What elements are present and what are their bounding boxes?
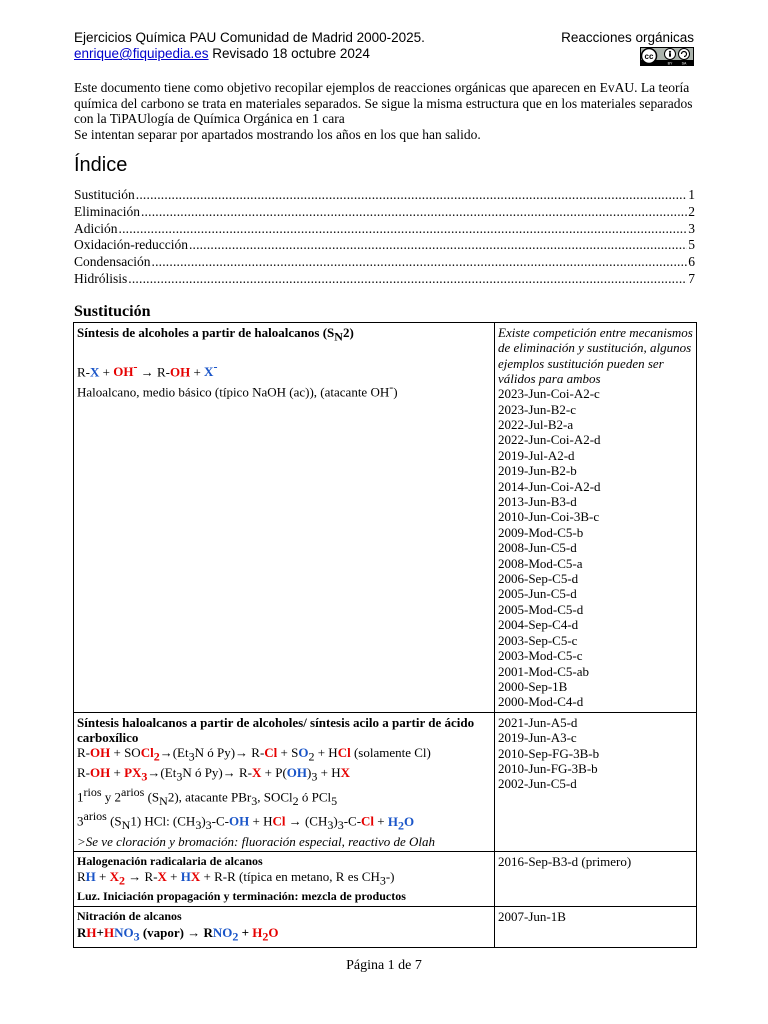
reaction-equation: RH + $X_2 \to R-X$ + HX + R-R (típica en metano, R es $CH_3-$) [77,869,395,888]
toc-item-label: Oxidación-reducción [74,237,188,253]
toc-item-label: Condensación [74,254,151,270]
reaction-heading: Síntesis de alcoholes a partir de haloalcanos $(S_N2)$ [77,325,354,344]
toc-item[interactable] [74,254,695,271]
exam-reference: 2022-Jun-Coi-A2-d [498,432,601,448]
exam-references-cell [495,851,697,906]
reaction-equation: R-X + OH- → R-OH + X- [77,359,218,380]
exam-reference: 2008-Mod-C5-a [498,555,583,571]
exam-reference: 2016-Sep-B3-d (primero) [498,853,632,869]
document-title: Ejercicios Química PAU Comunidad de Madrid 2000-2025. [74,30,425,45]
toc-item-page: 3 [688,220,695,236]
svg-text:cc: cc [644,52,654,61]
toc-leader [119,221,688,237]
exam-reference: 2010-Jun-FG-3B-b [498,760,598,776]
toc-item-label: Hidrólisis [74,270,128,286]
toc-leader [152,254,688,270]
exam-reference-list [498,386,693,710]
exam-reference: 2010-Jun-Coi-3B-c [498,509,600,525]
toc-item-label: Eliminación [74,203,140,219]
toc-item-page: 2 [688,203,695,219]
exam-reference: 2019-Jun-B2-b [498,463,577,479]
toc-item-page: 1 [688,187,695,202]
header-meta [74,46,425,62]
reaction-note: $1^{rios}$ y $2^{arios}$ $(S_N2)$, atacante PBr$_3$, SOCl$_2$ ó PCl$_5$ [77,785,338,809]
document-topic: Reacciones orgánicas [561,30,694,45]
reaction-equation: $R-OH + SOCl_2\to(Et_3N$ ó $Py)\to R-Cl + SO_2$ + HCl (solamente Cl) [77,745,431,764]
exam-reference: 2003-Sep-C5-c [498,632,578,648]
exam-reference: 2006-Sep-C5-d [498,571,579,587]
reaction-note: Haloalcano, medio básico (típico NaOH (ac)), (atacante OH-) [77,379,398,399]
toc-leader [141,204,687,220]
intro-paragraph: Este documento tiene como objetivo recopilar ejemplos de reacciones orgánicas que aparecen en EvAU. La teoría química del carbono se trata en materiales separados. Se sigue la misma estructura que en los materiales separados con la TiPAUlogía de Química Orgánica en 1 cara [74,80,693,126]
document-header [74,30,425,62]
exam-reference: 2002-Jun-C5-d [498,776,577,792]
exam-reference: 2000-Mod-C4-d [498,694,584,710]
exam-reference: 2009-Mod-C5-b [498,524,584,540]
reaction-cell [74,712,495,851]
toc-item[interactable] [74,237,695,254]
exam-reference: 2019-Jun-A3-c [498,730,577,746]
exam-reference: 2005-Mod-C5-d [498,601,584,617]
toc-item[interactable] [74,204,695,221]
header-topic-block [561,30,694,70]
svg-text:BY: BY [667,61,673,66]
exam-reference: 2014-Jun-Coi-A2-d [498,478,601,494]
exam-reference: 2013-Jun-B3-d [498,494,577,510]
toc-item-label: Sustitución [74,187,135,202]
revision-date: Revisado 18 octubre 2024 [208,46,370,61]
reaction-cell [74,323,495,713]
exam-references-cell [495,712,697,851]
cc-by-sa-license-icon [640,47,694,66]
table-row [74,851,697,906]
exam-reference: 2019-Jul-A2-d [498,447,575,463]
reaction-note: Luz. Iniciación propagación y terminación: mezcla de productos [77,889,406,904]
toc-item-label: Adición [74,220,118,236]
exam-references-cell [495,907,697,947]
exam-reference: 2000-Sep-1B [498,678,568,694]
exam-reference: 2008-Jun-C5-d [498,540,577,556]
intro-paragraph: Se intentan separar por apartados mostrando los años en los que han salido. [74,126,481,142]
exam-reference: 2023-Jun-B2-c [498,401,576,417]
toc-leader [189,237,687,253]
table-row [74,712,697,851]
toc-item-page: 5 [688,237,695,253]
reaction-equation: $3^{arios}$ $(S_N1)$ HCl: $(CH_3)_3-C-OH$ + HCl → $(CH_3)_3-C-Cl + H_2O$ [77,809,415,833]
svg-text:SA: SA [681,61,687,66]
toc-item-page: 7 [688,270,695,286]
toc-item[interactable] [74,187,695,204]
author-email-link[interactable]: enrique@fiquipedia.es [74,46,209,61]
toc-leader [136,187,687,203]
exam-reference-list [498,715,693,792]
table-of-contents [74,187,695,288]
competition-note: Existe competición entre mecanismos de eliminación y sustitución, algunos ejemplos sustitución pueden ser válidos para ambos [498,325,693,386]
index-title: Índice [74,154,128,176]
exam-reference: 2021-Jun-A5-d [498,714,578,730]
reaction-heading: Síntesis haloalcanos a partir de alcoholes/ síntesis acilo a partir de ácido carboxílico [77,714,475,746]
exam-reference: 2010-Sep-FG-3B-b [498,745,600,761]
toc-item-page: 6 [688,254,695,270]
toc-leader [128,271,687,287]
page-footer: Página 1 de 7 [346,958,422,973]
exam-reference: 2022-Jul-B2-a [498,417,574,432]
intro-text [74,80,696,142]
exam-reference: 2023-Jun-Coi-A2-c [498,386,600,402]
reaction-equation: $RH+HNO_3$ (vapor) → $RNO_2 + H_2O$ [77,924,279,944]
exam-reference: 2004-Sep-C4-d [498,617,579,633]
exam-reference: 2007-Jun-1B [498,909,566,925]
reaction-cell [74,851,495,906]
exam-reference: 2005-Jun-C5-d [498,586,577,602]
toc-item[interactable] [74,221,695,238]
section-title: Sustitución [74,303,151,320]
reaction-note: >Se ve cloración y bromación: fluoración especial, reactivo de Olah [77,833,435,849]
exam-reference: 2003-Mod-C5-c [498,648,583,664]
exam-reference: 2001-Mod-C5-ab [498,663,589,679]
toc-item[interactable] [74,271,695,288]
reactions-table [73,322,697,948]
exam-references-cell [495,323,697,713]
reaction-heading: Nitración de alcanos [77,909,182,924]
table-row [74,907,697,947]
reaction-cell [74,907,495,947]
table-row [74,323,697,713]
reaction-heading: Halogenación radicalaria de alcanos [77,853,263,868]
reaction-equation: $R-OH + PX_3\to(Et_3N$ ó $Py)\to R-X + P(OH)_3$ + HX [77,765,350,784]
